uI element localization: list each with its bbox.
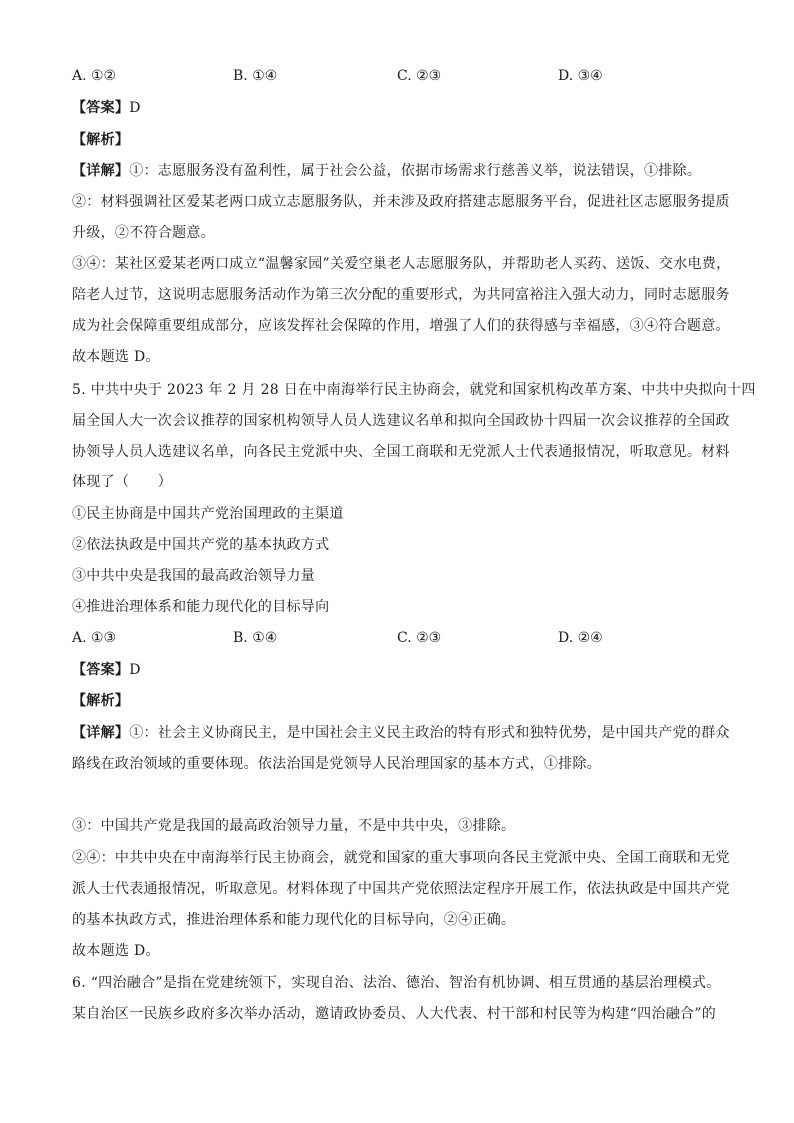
q6-stem-line: 6. “四治融合”是指在党建统领下，实现自治、法治、德治、智治有机协调、相互贯通的基层治理模式。: [72, 975, 721, 991]
q5-stem-line: 届全国人大一次会议推荐的国家机构领导人员人选建议名单和拟向全国政协十四届一次会议推荐的全国政: [72, 413, 730, 429]
q4-option-d: D. ③④: [558, 68, 603, 84]
q4-detail-line: ③④：某社区爱某老两口成立“温馨家园”关爱空巢老人志愿服务队，并帮助老人买药、送饭、交水电费，: [72, 256, 731, 272]
q5-detail-label: 【详解】: [72, 725, 130, 741]
q4-option-b: B. ①④: [233, 68, 278, 84]
q5-answer-value: D: [129, 662, 141, 678]
q5-item: ①民主协商是中国共产党治国理政的主渠道: [72, 506, 344, 522]
q5-answer-label: 【答案】: [72, 662, 130, 678]
q5-detail-line: [72, 723, 730, 743]
q5-conclusion: 故本题选 D。: [72, 943, 160, 959]
q4-answer-label: 【答案】: [72, 100, 130, 116]
q5-item: ④推进治理体系和能力现代化的目标导向: [72, 599, 330, 615]
q5-analysis-label: 【解析】: [72, 693, 130, 709]
q5-detail-line: 路线在政治领域的重要体现。依法治国是党领导人民治理国家的基本方式，①排除。: [72, 756, 602, 772]
q4-conclusion: 故本题选 D。: [72, 349, 160, 365]
q5-answer: [72, 660, 722, 680]
q4-answer: [72, 98, 722, 118]
q4-analysis-label: 【解析】: [72, 132, 130, 148]
q4-detail-line: ②：材料强调社区爱某老两口成立志愿服务队，并未涉及政府搭建志愿服务平台，促进社区志愿服务提质: [72, 194, 730, 210]
q5-detail-line: ③：中国共产党是我国的最高政治领导力量，不是中共中央，③排除。: [72, 818, 516, 834]
q5-item: ②依法执政是中国共产党的基本执政方式: [72, 537, 330, 553]
q6-stem-line: 某自治区一民族乡政府多次举办活动，邀请政协委员、人大代表、村干部和村民等为构建“四治融合”的: [72, 1006, 717, 1022]
q5-stem-line: 体现了（ ）: [72, 474, 173, 490]
q4-detail-line: 陪老人过节，这说明志愿服务活动作为第三次分配的重要形式，为共同富裕注入强大动力，同时志愿服务: [72, 287, 730, 303]
q5-detail-line: ②④：中共中央在中南海举行民主协商会，就党和国家的重大事项向各民主党派中央、全国工商联和无党: [72, 850, 730, 866]
q5-detail-text: ①：社会主义协商民主，是中国社会主义民主政治的特有形式和独特优势，是中国共产党的群众: [129, 725, 730, 741]
q5-option-b: B. ①④: [233, 630, 278, 646]
q5-detail-line: 派人士代表通报情况，听取意见。材料体现了中国共产党依照法定程序开展工作，依法执政是中国共产党: [72, 881, 730, 897]
q5-item: ③中共中央是我国的最高政治领导力量: [72, 568, 316, 584]
q5-option-c: C. ②③: [397, 630, 442, 646]
q4-detail-label: 【详解】: [72, 163, 130, 179]
q4-detail-line: 成为社会保障重要组成部分，应该发挥社会保障的作用，增强了人们的获得感与幸福感，③④符合题意。: [72, 318, 730, 334]
q4-option-a: A. ①②: [72, 68, 117, 84]
q5-detail-line: 的基本执政方式，推进治理体系和能力现代化的目标导向，②④正确。: [72, 912, 516, 928]
q5-stem-line: 协领导人员人选建议名单，向各民主党派中央、全国工商联和无党派人士代表通报情况，听取意见。材料: [72, 444, 730, 460]
q4-answer-value: D: [129, 100, 141, 116]
q4-detail-line: 升级，②不符合题意。: [72, 225, 215, 241]
q5-option-d: D. ②④: [558, 630, 603, 646]
q4-detail-line: [72, 161, 722, 181]
q4-option-c: C. ②③: [397, 68, 442, 84]
q4-detail-text: ①：志愿服务没有盈利性，属于社会公益，依据市场需求行慈善义举，说法错误，①排除。: [129, 163, 702, 179]
q5-stem-line: 5. 中共中央于 2023 年 2 月 28 日在中南海举行民主协商会，就党和国家机构改革方案、中共中央拟向十四: [72, 382, 756, 398]
q5-option-a: A. ①③: [72, 630, 117, 646]
